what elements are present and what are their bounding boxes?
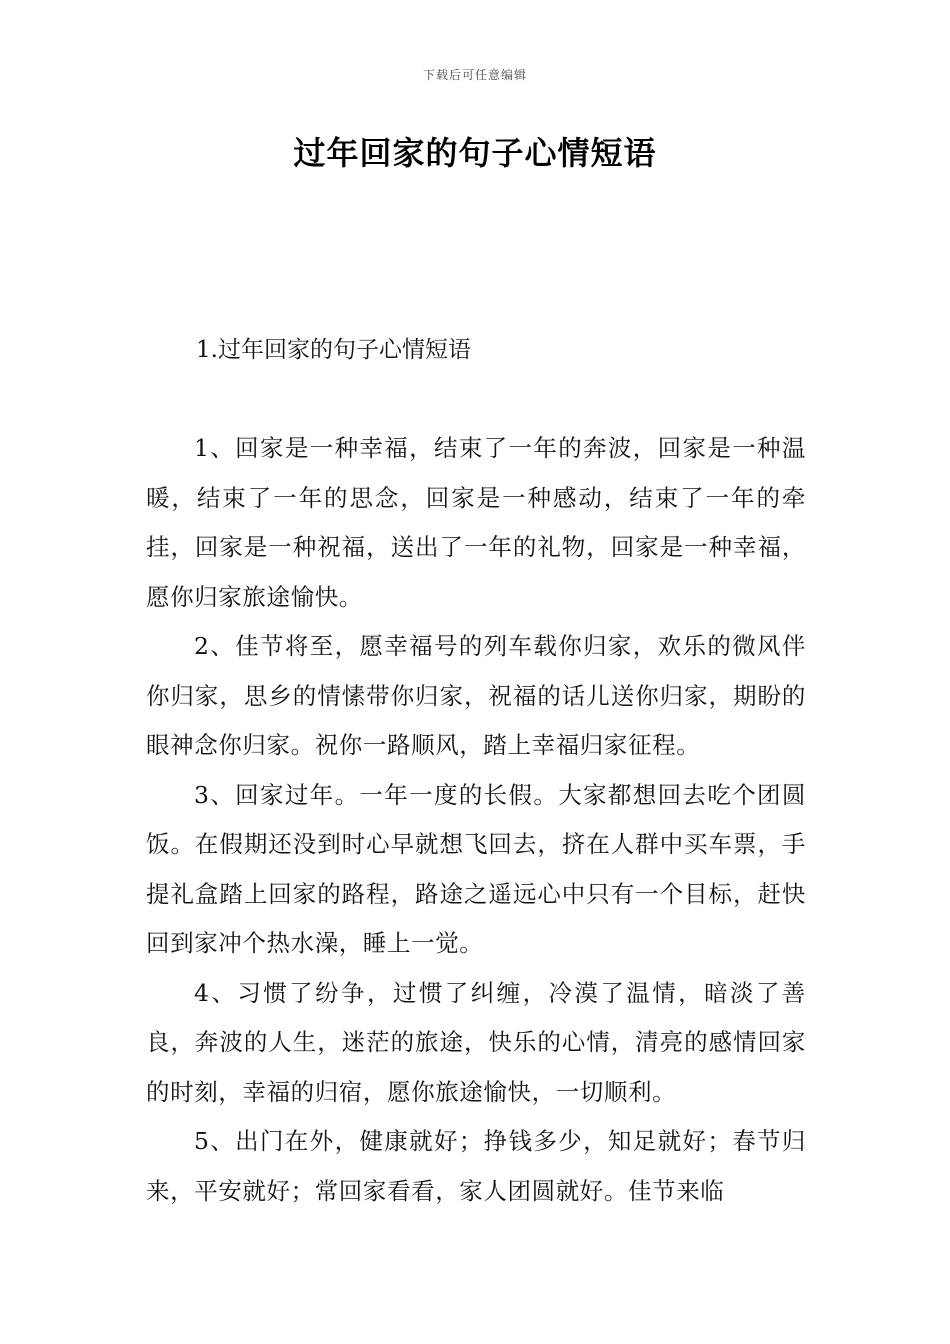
paragraph-4: 4、习惯了纷争，过惯了纠缠，冷漠了温情，暗淡了善良，奔波的人生，迷茫的旅途，快乐的心情，清亮的感情回家的时刻，幸福的归宿，愿你旅途愉快，一切顺利。 (146, 978, 806, 1106)
paragraph-2: 2、佳节将至，愿幸福号的列车载你归家，欢乐的微风伴你归家，思乡的情愫带你归家，祝福的话儿送你归家，期盼的眼神念你归家。祝你一路顺风，踏上幸福归家征程。 (146, 632, 806, 759)
paragraph-5: 5、出门在外，健康就好；挣钱多少，知足就好；春节归来，平安就好；常回家看看，家人团圆就好。佳节来临 (146, 1127, 806, 1205)
document-body (146, 424, 806, 1244)
paragraph-1: 1、回家是一种幸福，结束了一年的奔波，回家是一种温暖，结束了一年的思念，回家是一种感动，结束了一年的牵挂，回家是一种祝福，送出了一年的礼物，回家是一种幸福，愿你归家旅途愉快。 (146, 434, 806, 611)
document-title: 过年回家的句子心情短语 (293, 134, 657, 172)
header-note: 下载后可任意编辑 (422, 68, 527, 82)
paragraph-3: 3、回家过年。一年一度的长假。大家都想回去吃个团圆饭。在假期还没到时心早就想飞回去，挤在人群中买车票，手提礼盒踏上回家的路程，路途之遥远心中只有一个目标，赶快回到家冲个热水澡，睡上一觉。 (146, 780, 806, 957)
section-heading: 1.过年回家的句子心情短语 (196, 337, 471, 363)
